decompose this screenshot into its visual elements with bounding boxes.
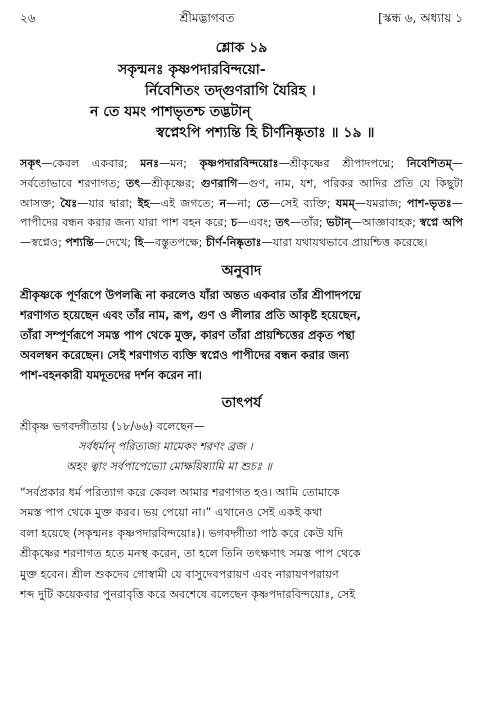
translation-line: পাশ-বহনকারী যমদূতদের দর্শন করেন না। [20, 367, 202, 382]
synonym-meaning: পাপীদের বন্ধন করার জন্য যারা পাশ বহন করে; [20, 216, 232, 230]
synonym-word: মনঃ [140, 157, 160, 170]
synonym-meaning: শ্রীকৃষ্ণের; [151, 176, 201, 190]
synonym-meaning: সর্বতোভাবে শরণাগত; [20, 176, 126, 190]
verse-line: স্বপ্নেঽপি পশ্যন্তি হি চীর্ণনিষ্কৃতাঃ ॥ ১৯ ॥ [156, 125, 375, 141]
synonym-word: তে [256, 196, 270, 210]
synonym-word: চ [231, 216, 238, 230]
page-number: ২৬ [20, 11, 36, 25]
synonym-word: চীর্ণ-নিষ্কৃতাঃ [206, 236, 262, 250]
purport-paragraph [20, 483, 463, 606]
gita-quote-line: সর্বধর্মান্ পরিত্যজ্য মামেকং শরণং ব্রজ । [78, 439, 253, 453]
purport-intro: শ্রীকৃষ্ণ ভগবদ্গীতায় (১৮/৬৬) বলেছেন— [20, 419, 205, 433]
synonym-word: পাশ-ভৃতঃ [407, 196, 452, 210]
synonym-word: তৎ [275, 216, 290, 230]
synonym-word: যৈঃ [60, 196, 78, 210]
translation-paragraph [20, 285, 463, 385]
synonym-meaning: বস্তুতপক্ষে; [154, 236, 206, 250]
synonym-word: ইহ [137, 196, 150, 210]
section-reference: [স্কন্ধ ৬, অধ্যায় ১ [378, 11, 463, 25]
synonym-meaning: গুণ, নাম, যশ, পরিকর আদির প্রতি যে কিছুটা আসক্ত; [20, 176, 463, 210]
synonym-word: তৎ [125, 176, 141, 190]
synonym-meaning: শ্রীকৃষ্ণের শ্রীপাদপদ্মে; [289, 157, 407, 170]
translation-line: শরণাগত হয়েছেন এবং তাঁর নাম, রূপ, গুণ ও লীলার প্রতি আকৃষ্ট হয়েছেন, [20, 307, 361, 322]
synonym-meaning: যার দ্বারা; [88, 196, 138, 210]
verse-line: সকৃন্মনঃ কৃষ্ণপদারবিন্দয়ো- [118, 62, 266, 78]
synonym-word: যমম্ [335, 196, 355, 210]
purport-line: শ্রীকৃষ্ণের শরণাগত হতে মনস্থ করেন, তা হলে তিনি তৎক্ষণাৎ সমস্ত পাপ থেকে [20, 547, 361, 561]
synonym-word: হি [134, 236, 144, 250]
synonym-word: সকৃৎ [20, 157, 42, 170]
translation-line: অবলম্বন করেছেন। সেই শরণাগত ব্যক্তি স্বপ্নেও পাপীদের বন্ধন করার জন্য [20, 347, 349, 362]
synonym-meaning: যারা যথাযথভাবে প্রায়শ্চিত্ত করেছে। [272, 236, 428, 250]
synonym-word: স্বপ্নে অপি [419, 216, 463, 230]
synonym-meaning: না; [237, 196, 257, 210]
verse-line: র্নিবেশিতং তদ্গুণরাগি যৈরিহ । [145, 83, 316, 99]
synonym-meaning: তাঁর; [301, 216, 327, 230]
synonyms-paragraph: সকৃৎ—কেবল একবার; মনঃ—মন; কৃষ্ণপদারবিন্দয়োঃ—শ্রীকৃষ্ণের শ্রীপাদপদ্মে; নিবেশিতম্—সর্বতোভাবে শরণাগত; তৎ—শ্রীকৃষ্ণের; গুণরাগি—গুণ, নাম, যশ, পরিকর আদির প্রতি যে কিছুটা আসক্ত; যৈঃ—যার দ্বারা; ইহ—এই জগতে; ন—না; তে—সেই ব্যক্তি; যমম্—যমরাজ; পাশ-ভৃতঃ—পাপীদের বন্ধন করার জন্য যারা পাশ বহন করে; চ—এবং; তৎ—তাঁর; ভটান্—আজ্ঞাবাহক; স্বপ্নে অপি—স্বপ্নেও; পশ্যন্তি—দেখে; হি—বস্তুতপক্ষে; চীর্ণ-নিষ্কৃতাঃ—যারা যথাযথভাবে প্রায়শ্চিত্ত করেছে। [20, 157, 464, 250]
translation-title: অনুবাদ [221, 262, 262, 279]
translation-line: তাঁরা সম্পূর্ণরূপে সমস্ত পাপ থেকে মুক্ত, কারণ তাঁরা প্রায়শ্চিত্তের প্রকৃত পন্থা [20, 327, 355, 342]
synonym-meaning: দেখে; [104, 236, 135, 250]
verse-title: শ্লোক ১৯ [215, 40, 268, 56]
synonym-meaning: স্বপ্নেও; [31, 236, 66, 250]
book-title: শ্রীমদ্ভাগবত [179, 11, 235, 25]
purport-line: শব্দ দুটি কয়েকবার পুনরাবৃত্তি করে অবশেষে বলেছেন কৃষ্ণপদারবিন্দয়োঃ, সেই [20, 588, 356, 602]
purport-line: বলা হয়েছে (সকৃন্মনঃ কৃষ্ণপদারবিন্দয়োঃ)। ভগবদ্গীতা পাঠ করে কেউ যদি [20, 526, 344, 540]
purport-line: “সর্বপ্রকার ধর্ম পরিত্যাগ করে কেবল আমার শরণাগত হও। আমি তোমাকে [20, 485, 340, 499]
synonym-meaning: মন; [170, 157, 200, 170]
translation-line: শ্রীকৃষ্ণকে পূর্ণরূপে উপলব্ধি না করলেও যাঁরা অন্তত একবার তাঁর শ্রীপাদপদ্মে [20, 287, 361, 302]
synonym-word: ভটান্ [326, 216, 351, 230]
synonym-word: গুণরাগি [200, 176, 238, 190]
purport-line: সমস্ত পাপ থেকে মুক্ত করব। ভয় পেয়ো না।” এখানেও সেই একই কথা [20, 506, 323, 520]
synonym-meaning: কেবল একবার; [52, 157, 141, 170]
synonym-word: নিবেশিতম্ [406, 157, 452, 170]
purport-line: মুক্ত হবেন। শ্রীল শুকদেব গোস্বামী যে বাসুদেবপরায়ণ এবং নারায়ণপরায়ণ [20, 567, 339, 581]
page-header [20, 10, 463, 30]
synonym-meaning: এবং; [248, 216, 276, 230]
synonym-meaning: আজ্ঞাবাহক; [361, 216, 420, 230]
verse-line: ন তে যমং পাশভৃতশ্চ তদ্ভটান্ [90, 104, 251, 120]
synonym-word: কৃষ্ণপদারবিন্দয়োঃ [199, 157, 279, 170]
purport-title: তাৎপর্য [221, 394, 262, 411]
gita-quote-line: অহং ত্বাং সর্বপাপেভ্যো মোক্ষয়িষ্যামি মা শুচঃ ॥ [66, 459, 272, 473]
synonym-meaning: এই জগতে; [160, 196, 220, 210]
synonym-meaning: যমরাজ; [365, 196, 408, 210]
synonym-meaning: সেই ব্যক্তি; [280, 196, 336, 210]
synonym-word: ন [219, 196, 227, 210]
synonym-word: পশ্যন্তি [65, 236, 94, 250]
